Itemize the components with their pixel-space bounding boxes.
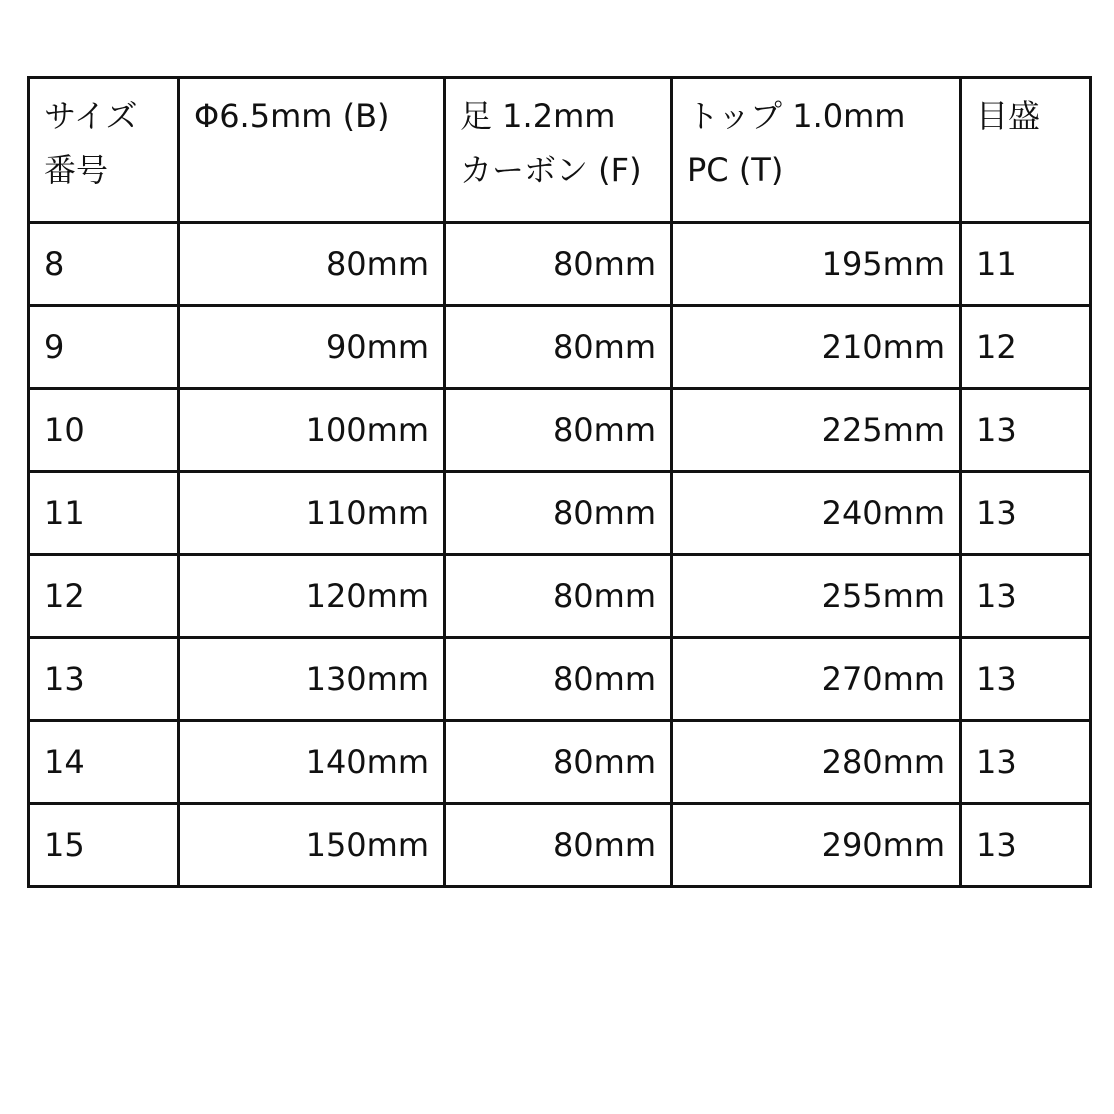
- t-length-cell: 270mm: [672, 638, 961, 721]
- b-length-cell: 130mm: [179, 638, 445, 721]
- t-length-cell: 290mm: [672, 804, 961, 887]
- scale-cell: 13: [961, 804, 1091, 887]
- b-length-cell: 100mm: [179, 389, 445, 472]
- header-line: PC (T): [687, 151, 784, 189]
- scale-cell: 13: [961, 472, 1091, 555]
- size-number-cell: 15: [29, 804, 179, 887]
- b-length-cell: 110mm: [179, 472, 445, 555]
- table-row: [29, 306, 1091, 389]
- header-size-number: [29, 78, 179, 223]
- size-table: [27, 76, 1092, 888]
- header-row: [29, 78, 1091, 223]
- header-line: Φ6.5mm (B): [194, 97, 390, 135]
- header-line: 足 1.2mm: [460, 97, 616, 135]
- table-row: [29, 555, 1091, 638]
- size-number-cell: 14: [29, 721, 179, 804]
- table-body: [29, 223, 1091, 887]
- scale-cell: 11: [961, 223, 1091, 306]
- f-length-cell: 80mm: [445, 804, 672, 887]
- t-length-cell: 240mm: [672, 472, 961, 555]
- f-length-cell: 80mm: [445, 306, 672, 389]
- b-length-cell: 120mm: [179, 555, 445, 638]
- b-length-cell: 90mm: [179, 306, 445, 389]
- header-line: 番号: [44, 151, 109, 189]
- header-b-length: [179, 78, 445, 223]
- f-length-cell: 80mm: [445, 555, 672, 638]
- scale-cell: 13: [961, 555, 1091, 638]
- header-scale: [961, 78, 1091, 223]
- t-length-cell: 280mm: [672, 721, 961, 804]
- f-length-cell: 80mm: [445, 389, 672, 472]
- b-length-cell: 150mm: [179, 804, 445, 887]
- table-header: [29, 78, 1091, 223]
- size-number-cell: 8: [29, 223, 179, 306]
- table-row: [29, 721, 1091, 804]
- header-line: トップ 1.0mm: [687, 97, 906, 135]
- size-number-cell: 13: [29, 638, 179, 721]
- size-number-cell: 10: [29, 389, 179, 472]
- scale-cell: 13: [961, 638, 1091, 721]
- f-length-cell: 80mm: [445, 223, 672, 306]
- header-line: サイズ: [44, 97, 138, 135]
- size-number-cell: 12: [29, 555, 179, 638]
- b-length-cell: 140mm: [179, 721, 445, 804]
- b-length-cell: 80mm: [179, 223, 445, 306]
- table-row: [29, 638, 1091, 721]
- scale-cell: 13: [961, 389, 1091, 472]
- table-row: [29, 223, 1091, 306]
- table-row: [29, 389, 1091, 472]
- scale-cell: 12: [961, 306, 1091, 389]
- table-row: [29, 472, 1091, 555]
- size-number-cell: 9: [29, 306, 179, 389]
- f-length-cell: 80mm: [445, 638, 672, 721]
- header-line: 目盛: [976, 97, 1041, 135]
- f-length-cell: 80mm: [445, 472, 672, 555]
- t-length-cell: 195mm: [672, 223, 961, 306]
- header-t-length: [672, 78, 961, 223]
- header-f-length: [445, 78, 672, 223]
- t-length-cell: 210mm: [672, 306, 961, 389]
- t-length-cell: 225mm: [672, 389, 961, 472]
- header-line: カーボン (F): [460, 151, 642, 189]
- size-number-cell: 11: [29, 472, 179, 555]
- t-length-cell: 255mm: [672, 555, 961, 638]
- scale-cell: 13: [961, 721, 1091, 804]
- table-row: [29, 804, 1091, 887]
- f-length-cell: 80mm: [445, 721, 672, 804]
